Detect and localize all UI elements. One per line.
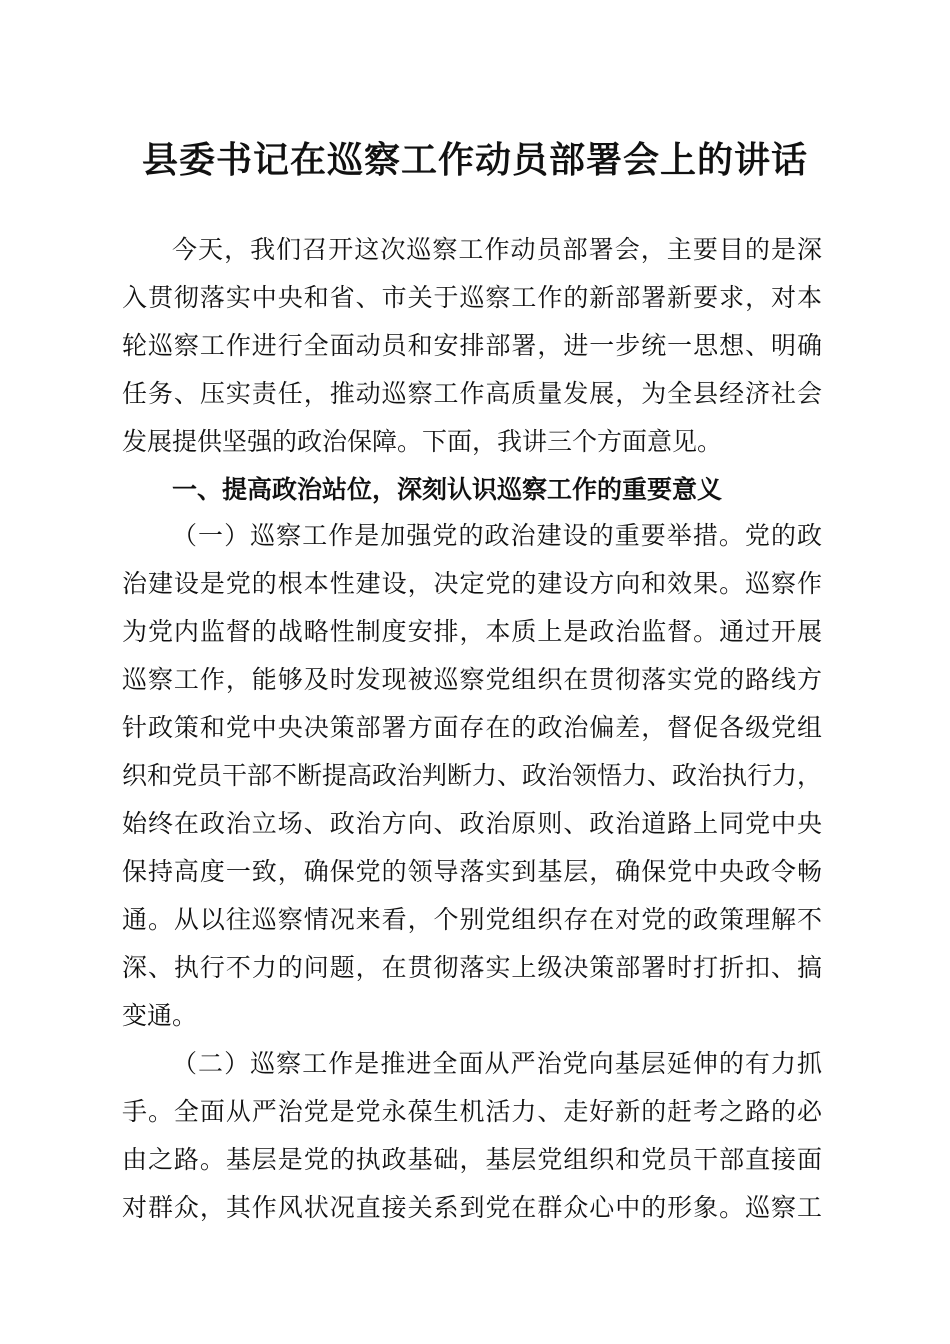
text-line: 针政策和党中央决策部署方面存在的政治偏差，督促各级党组 [122, 713, 822, 742]
text-line: 由之路。基层是党的执政基础，基层党组织和党员干部直接面 [122, 1145, 822, 1174]
text-line: （二）巡察工作是推进全面从严治党向基层延伸的有力抓 [172, 1049, 822, 1078]
text-line: （一）巡察工作是加强党的政治建设的重要举措。党的政 [172, 521, 822, 550]
section-heading-1: 一、提高政治站位，深刻认识巡察工作的重要意义 [172, 475, 723, 504]
document-title: 县委书记在巡察工作动员部署会上的讲话 [141, 139, 808, 181]
text-line: 织和党员干部不断提高政治判断力、政治领悟力、政治执行力， [122, 761, 823, 790]
text-line: 保持高度一致，确保党的领导落实到基层，确保党中央政令畅 [122, 857, 822, 886]
text-line: 巡察工作，能够及时发现被巡察党组织在贯彻落实党的路线方 [122, 665, 822, 694]
text-line: 治建设是党的根本性建设，决定党的建设方向和效果。巡察作 [122, 569, 822, 598]
text-line: 手。全面从严治党是党永葆生机活力、走好新的赶考之路的必 [122, 1097, 822, 1126]
text-line: 为党内监督的战略性制度安排，本质上是政治监督。通过开展 [122, 617, 822, 646]
text-line: 轮巡察工作进行全面动员和安排部署，进一步统一思想、明确 [122, 331, 822, 360]
text-line: 发展提供坚强的政治保障。下面，我讲三个方面意见。 [122, 427, 723, 456]
paragraph-1 [122, 512, 822, 1040]
text-line: 今天，我们召开这次巡察工作动员部署会，主要目的是深 [172, 235, 822, 264]
text-line: 对群众，其作风状况直接关系到党在群众心中的形象。巡察工 [122, 1193, 822, 1222]
text-line: 入贯彻落实中央和省、市关于巡察工作的新部署新要求，对本 [122, 283, 822, 312]
text-line: 始终在政治立场、政治方向、政治原则、政治道路上同党中央 [122, 809, 822, 838]
text-line: 变通。 [122, 1001, 198, 1030]
text-line: 任务、压实责任，推动巡察工作高质量发展，为全县经济社会 [122, 379, 822, 408]
text-line: 通。从以往巡察情况来看，个别党组织存在对党的政策理解不 [122, 905, 822, 934]
paragraph-2 [122, 1040, 822, 1232]
intro-paragraph [122, 226, 822, 466]
text-line: 深、执行不力的问题，在贯彻落实上级决策部署时打折扣、搞 [122, 953, 822, 982]
